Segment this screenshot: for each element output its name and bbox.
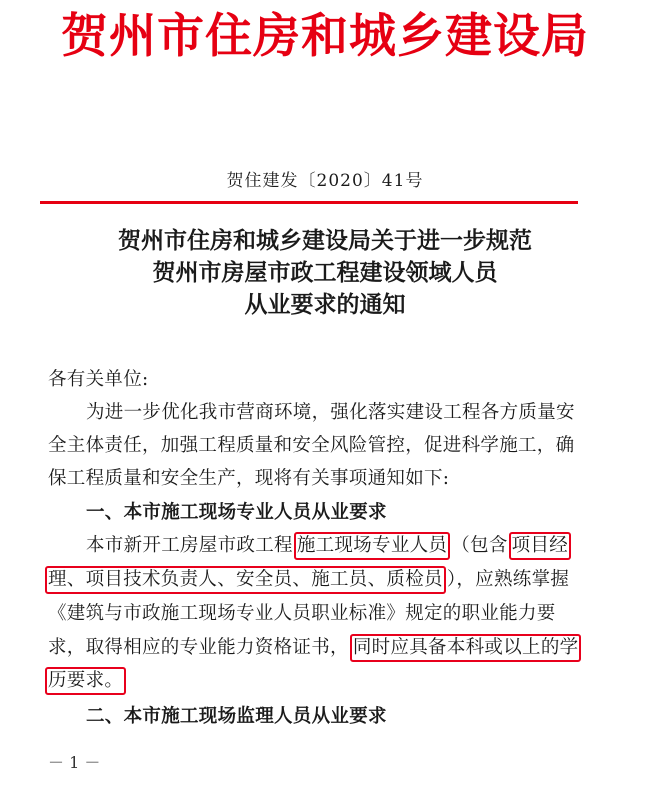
section-1-line-2 xyxy=(44,566,569,594)
highlight-box-project-manager: 项目经 xyxy=(509,532,571,560)
section-1-text: ），应熟练掌握 xyxy=(446,569,570,590)
section-1-line-4 xyxy=(48,634,582,662)
section-1-text: 求，取得相应的专业能力资格证书， xyxy=(48,637,349,658)
intro-line-2: 全主体责任，加强工程质量和安全风险管控，促进科学施工，确 xyxy=(48,435,575,456)
section-2-heading: 二、本市施工现场监理人员从业要求 xyxy=(86,706,387,727)
section-1-line-3: 《建筑与市政施工现场专业人员职业标准》规定的职业能力要 xyxy=(48,603,556,624)
intro-line-3: 保工程质量和安全生产，现将有关事项通知如下: xyxy=(48,468,450,489)
page-number: － 1 － xyxy=(48,753,101,772)
highlight-box-degree-requirement-end: 历要求。 xyxy=(45,667,126,695)
intro-line-1: 为进一步优化我市营商环境，强化落实建设工程各方质量安 xyxy=(86,402,575,423)
section-1-text: （包含 xyxy=(451,535,508,556)
notice-title-line-1: 贺州市住房和城乡建设局关于进一步规范 xyxy=(118,228,532,254)
section-1-line-5 xyxy=(44,667,127,695)
highlight-box-role-list: 理、项目技术负责人、安全员、施工员、质检员 xyxy=(45,566,446,594)
notice-title-line-3: 从业要求的通知 xyxy=(244,292,406,318)
notice-title-line-2: 贺州市房屋市政工程建设领域人员 xyxy=(152,260,498,286)
section-1-heading: 一、本市施工现场专业人员从业要求 xyxy=(86,502,387,523)
section-1-line-1 xyxy=(86,532,572,560)
issuing-org-header: 贺州市住房和城乡建设局 xyxy=(61,9,589,64)
red-divider-line xyxy=(40,201,578,204)
document-number: 贺住建发〔2020〕41号 xyxy=(226,171,424,191)
salutation: 各有关单位: xyxy=(48,369,149,390)
highlight-box-professional-staff: 施工现场专业人员 xyxy=(294,532,450,560)
section-1-text: 本市新开工房屋市政工程 xyxy=(86,535,293,556)
highlight-box-degree-requirement: 同时应具备本科或以上的学 xyxy=(350,634,582,662)
